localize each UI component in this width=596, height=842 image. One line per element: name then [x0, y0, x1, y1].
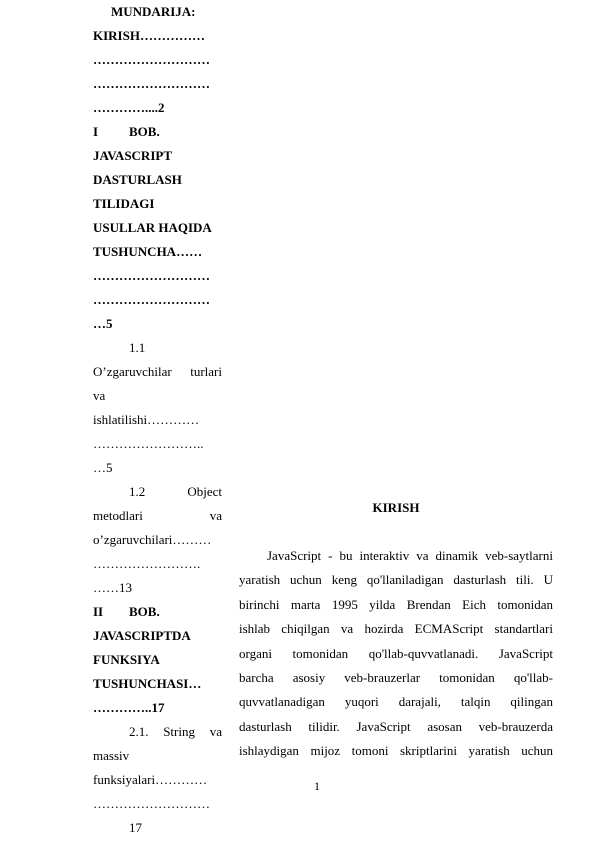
toc-line	[93, 480, 222, 504]
toc-line: DASTURLASH	[93, 172, 182, 187]
toc-word: va	[209, 508, 222, 523]
toc-word: String	[163, 724, 195, 739]
paragraph-line: ishlab chiqilgan va hozirda ECMAScript standartlari	[239, 621, 553, 637]
intro-paragraph	[239, 544, 553, 764]
toc-word: metodlari	[93, 508, 143, 523]
paragraph-line: birinchi marta 1995 yilda Brendan Eich tomonidan	[239, 596, 553, 612]
toc-line	[93, 360, 222, 384]
page-number: 1	[314, 779, 320, 793]
toc-word: Object	[187, 484, 222, 499]
toc-chapter-1	[93, 120, 222, 144]
toc-line: JAVASCRIPT	[93, 148, 172, 163]
toc-line: ………………………	[93, 268, 210, 283]
toc-line: TUSHUNCHA……	[93, 244, 203, 259]
toc-line: FUNKSIYA	[93, 652, 160, 667]
chapter-number: II	[93, 604, 104, 619]
toc-line: …………..17	[93, 700, 165, 715]
table-of-contents	[93, 0, 222, 840]
toc-line: o’zgaruvchilari………	[93, 532, 212, 547]
section-heading: KIRISH	[372, 500, 420, 515]
toc-line: …………………….	[93, 556, 201, 571]
toc-line: va	[93, 388, 106, 403]
toc-line: …5	[93, 316, 113, 331]
toc-line: JAVASCRIPTDA	[93, 628, 191, 643]
toc-line: ………………………	[93, 76, 210, 91]
toc-line: ………………………	[93, 796, 210, 811]
toc-line: funksiyalari…………	[93, 772, 208, 787]
toc-section-number: 2.1.	[129, 724, 149, 739]
toc-section-number: 1.2	[129, 484, 146, 499]
toc-line: KIRISH……………	[93, 28, 205, 43]
toc-line: massiv	[93, 748, 130, 763]
paragraph-line: barcha asosiy veb-brauzerlar tomonidan qo'llab-	[239, 669, 553, 685]
paragraph-line: JavaScript - bu interaktiv va dinamik veb-saytlarni	[267, 548, 553, 563]
toc-line: …………....2	[93, 100, 165, 115]
paragraph-line: dasturlash tilidir. JavaScript asosan veb-brauzerda	[239, 718, 553, 734]
chapter-word: BOB.	[129, 124, 160, 139]
paragraph-line: quvvatlanadigan yuqori darajali, talqin qilingan	[239, 694, 553, 710]
toc-line: 17	[129, 820, 142, 835]
toc-line: USULLAR HAQIDA	[93, 220, 212, 235]
toc-section-number: 1.1	[129, 340, 146, 355]
toc-line	[93, 720, 222, 744]
toc-line: …5	[93, 460, 113, 475]
toc-word: O’zgaruvchilar	[93, 364, 172, 379]
toc-line: TILIDAGI	[93, 196, 155, 211]
toc-line: ……………………..	[93, 436, 204, 451]
paragraph-line: yaratish uchun keng qo'llaniladigan dasturlash tili. U	[239, 572, 553, 588]
paragraph-line: ishlaydigan mijoz tomoni skriptlarini yaratish uchun	[239, 743, 553, 759]
toc-line: ………………………	[93, 292, 210, 307]
paragraph-line: organi tomonidan qo'llab-quvvatlanadi. JavaScript	[239, 645, 553, 661]
toc-chapter-2	[93, 600, 222, 624]
toc-line: TUSHUNCHASI…	[93, 676, 202, 691]
chapter-number: I	[93, 124, 99, 139]
toc-line	[93, 504, 222, 528]
toc-line: ishlatilishi…………	[93, 412, 200, 427]
toc-line: ………………………	[93, 52, 210, 67]
toc-line: ……13	[93, 580, 132, 595]
toc-word: turlari	[190, 364, 222, 379]
chapter-word: BOB.	[129, 604, 160, 619]
toc-heading: MUNDARIJA:	[111, 4, 196, 19]
toc-word: va	[209, 724, 222, 739]
